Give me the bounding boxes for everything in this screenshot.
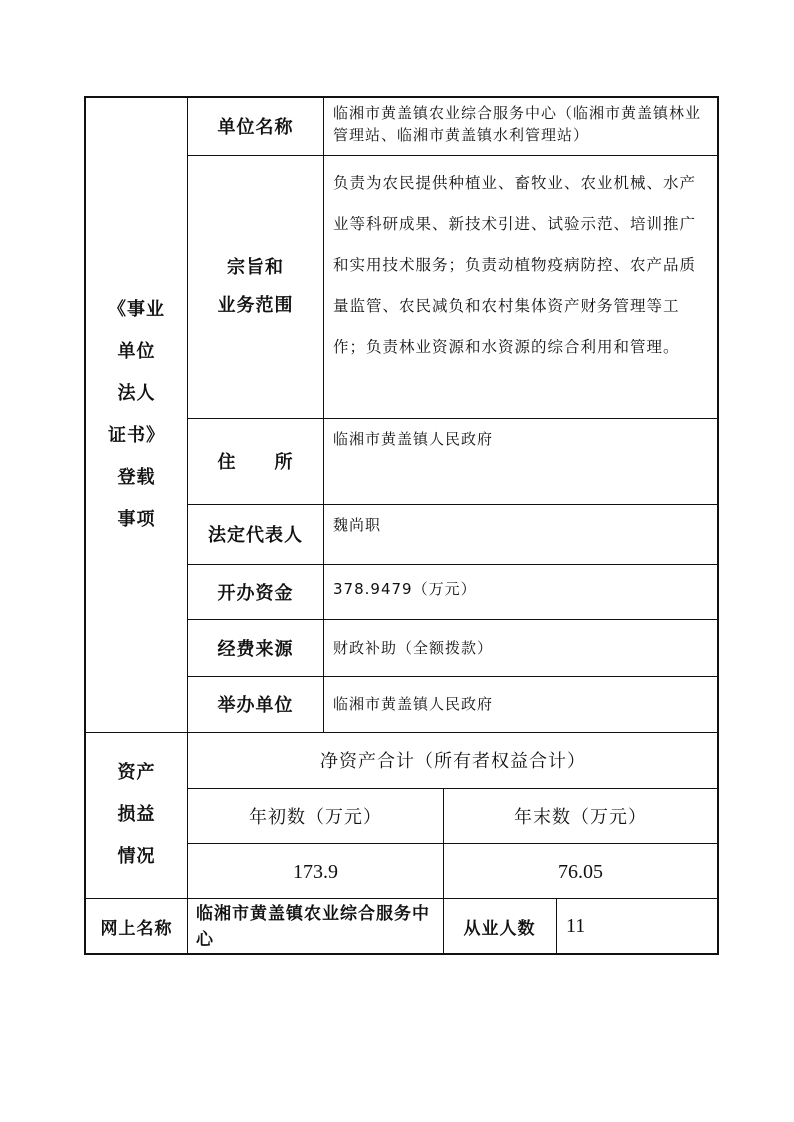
border-top: [84, 96, 719, 98]
side-label-line: 《事业: [108, 298, 165, 320]
online-name-label: 网上名称: [100, 918, 173, 939]
side-label-line: 事项: [117, 508, 156, 530]
hline-row3: [188, 504, 718, 505]
start-capital-label: 开办资金: [217, 582, 294, 604]
address-value: 临湘市黄盖镇人民政府: [333, 430, 494, 448]
hline-assets-header: [188, 788, 718, 789]
side-label-line: 法人: [117, 382, 156, 404]
unit-name-label: 单位名称: [217, 117, 294, 138]
hline-section-footer: [84, 898, 719, 899]
funding-source-label: 经费来源: [217, 638, 294, 660]
purpose-label-line: 业务范围: [217, 294, 294, 316]
vline-staff-split: [556, 898, 557, 954]
vline-value-col: [323, 96, 324, 732]
certificate-items-side-label: [85, 97, 188, 732]
start-capital-value: 378.9479（万元）: [333, 579, 477, 598]
hline-row1: [188, 155, 718, 156]
purpose-scope-value: [323, 155, 718, 418]
purpose-text-line: 综合利用和管理。: [547, 338, 680, 356]
hline-row6: [188, 676, 718, 677]
end-value: 76.05: [558, 861, 603, 883]
purpose-text-line: 控、农产品质量监管、农民减负和农村集体资: [333, 256, 697, 315]
funding-source-value: 财政补助（全额拨款）: [333, 638, 494, 657]
assets-side-label: [85, 732, 188, 898]
hline-row5: [188, 619, 718, 620]
side-label-line: 单位: [117, 340, 156, 362]
vline-assets-split: [443, 788, 444, 954]
legal-representative-value: 魏尚职: [333, 516, 382, 534]
purpose-text-line: 负责为农民提供种植业、畜牧业、农业机械、: [333, 174, 664, 192]
border-bottom: [84, 953, 719, 955]
net-assets-header: 净资产合计（所有者权益合计）: [320, 751, 586, 772]
border-right: [717, 96, 719, 955]
purpose-label-line: 宗旨和: [227, 256, 284, 278]
sponsor-unit-label: 举办单位: [217, 695, 294, 716]
hline-row4: [188, 564, 718, 565]
purpose-text-line: 水产业等科研成果、新技术引进、试验示范、: [333, 174, 697, 233]
legal-representative-label: 法定代表人: [208, 525, 303, 546]
border-left: [84, 96, 86, 955]
unit-name-value: 临湘市黄盖镇农业综合服务中心（临湘市黄盖镇林业管理站、临湘市黄盖镇水利管理站）: [333, 104, 702, 144]
assets-label-line: 损益: [117, 804, 156, 825]
begin-value-label: 年初数（万元）: [249, 806, 382, 828]
address-label: 住 所: [217, 452, 294, 473]
hline-section-assets: [84, 732, 719, 733]
staff-count-value: 11: [566, 914, 586, 937]
side-label-line: 证书》: [108, 424, 165, 446]
hline-row2: [188, 418, 718, 419]
assets-label-line: 情况: [117, 846, 156, 867]
vline-label-col: [187, 96, 188, 955]
purpose-text-line: 产财务管理等工作；负责林业资源和水资源的: [333, 297, 680, 356]
assets-label-line: 资产: [117, 762, 156, 783]
online-name-value: 临湘市黄盖镇农业综合服务中心: [196, 904, 430, 950]
begin-value: 173.9: [293, 861, 338, 883]
staff-count-label: 从业人数: [463, 918, 536, 939]
side-label-line: 登载: [117, 466, 156, 488]
end-value-label: 年末数（万元）: [514, 806, 647, 828]
purpose-text-line: 培训推广和实用技术服务；负责动植物疫病防: [333, 215, 697, 274]
purpose-scope-label: [188, 155, 323, 418]
sponsor-unit-value: 临湘市黄盖镇人民政府: [333, 695, 494, 713]
hline-assets-labels: [188, 843, 718, 844]
